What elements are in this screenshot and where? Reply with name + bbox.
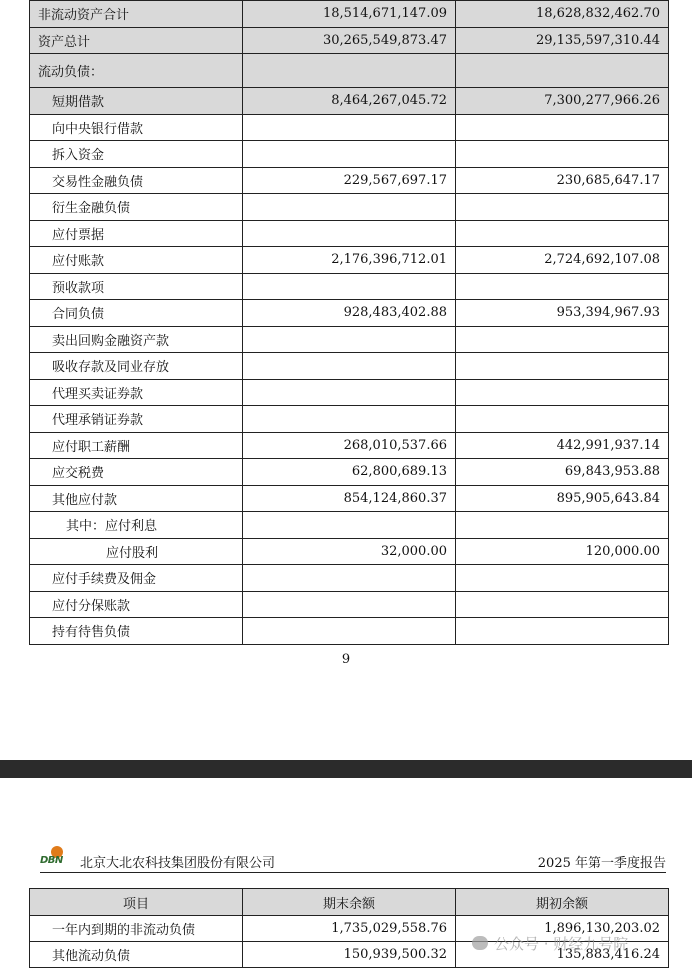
table-row — [30, 194, 669, 221]
end-balance-cell — [243, 114, 456, 141]
begin-balance-cell — [456, 114, 669, 141]
table-row — [30, 167, 669, 194]
column-header: 项目 — [30, 889, 243, 916]
end-balance-cell: 150,939,500.32 — [243, 942, 456, 968]
end-balance-cell — [243, 194, 456, 221]
row-label: 向中央银行借款 — [30, 114, 243, 141]
table-row — [30, 326, 669, 353]
table-row — [30, 406, 669, 433]
begin-balance-cell — [456, 273, 669, 300]
table-row — [30, 114, 669, 141]
column-header: 期初余额 — [456, 889, 669, 916]
table-row — [30, 247, 669, 274]
table-row — [30, 485, 669, 512]
begin-balance-cell: 69,843,953.88 — [456, 459, 669, 486]
end-balance-cell: 62,800,689.13 — [243, 459, 456, 486]
begin-balance-cell: 1,896,130,203.02 — [456, 916, 669, 942]
begin-balance-cell: 230,685,647.17 — [456, 167, 669, 194]
watermark-text: 公众号 · 财经九号院 — [494, 935, 629, 953]
table-row — [30, 141, 669, 168]
table-row — [30, 379, 669, 406]
report-title: 2025 年第一季度报告 — [537, 856, 666, 871]
row-label: 代理承销证券款 — [30, 406, 243, 433]
end-balance-cell — [243, 565, 456, 592]
end-balance-cell: 30,265,549,873.47 — [243, 27, 456, 54]
begin-balance-cell: 953,394,967.93 — [456, 300, 669, 327]
row-label: 应付分保账款 — [30, 591, 243, 618]
row-label: 流动负债： — [30, 54, 243, 88]
table-row — [30, 353, 669, 380]
begin-balance-cell — [456, 406, 669, 433]
begin-balance-cell — [456, 565, 669, 592]
end-balance-cell: 2,176,396,712.01 — [243, 247, 456, 274]
logo-mark: DBN — [40, 855, 63, 866]
end-balance-cell — [243, 141, 456, 168]
begin-balance-cell: 29,135,597,310.44 — [456, 27, 669, 54]
end-balance-cell — [243, 353, 456, 380]
begin-balance-cell: 2,724,692,107.08 — [456, 247, 669, 274]
table-row — [30, 220, 669, 247]
begin-balance-cell — [456, 618, 669, 645]
begin-balance-cell — [456, 141, 669, 168]
column-header: 期末余额 — [243, 889, 456, 916]
table-row — [30, 273, 669, 300]
watermark — [472, 930, 682, 958]
end-balance-cell: 1,735,029,558.76 — [243, 916, 456, 942]
table-row — [30, 432, 669, 459]
end-balance-cell — [243, 273, 456, 300]
begin-balance-cell — [456, 591, 669, 618]
end-balance-cell: 8,464,267,045.72 — [243, 88, 456, 115]
row-label: 应付股利 — [30, 538, 243, 565]
table-row — [30, 27, 669, 54]
table-header-row — [30, 889, 669, 916]
end-balance-cell — [243, 326, 456, 353]
table-row — [30, 459, 669, 486]
end-balance-cell — [243, 618, 456, 645]
row-label: 预收款项 — [30, 273, 243, 300]
table-row — [30, 591, 669, 618]
table-row — [30, 538, 669, 565]
begin-balance-cell — [456, 326, 669, 353]
row-label: 应付票据 — [30, 220, 243, 247]
page-separator — [0, 760, 692, 778]
begin-balance-cell — [456, 353, 669, 380]
row-label: 拆入资金 — [30, 141, 243, 168]
begin-balance-cell: 120,000.00 — [456, 538, 669, 565]
begin-balance-cell — [456, 379, 669, 406]
row-label: 一年内到期的非流动负债 — [30, 916, 243, 942]
row-label: 其他应付款 — [30, 485, 243, 512]
end-balance-cell: 32,000.00 — [243, 538, 456, 565]
begin-balance-cell: 18,628,832,462.70 — [456, 1, 669, 28]
end-balance-cell — [243, 379, 456, 406]
end-balance-cell — [243, 512, 456, 539]
table-row — [30, 565, 669, 592]
end-balance-cell: 18,514,671,147.09 — [243, 1, 456, 28]
row-label: 短期借款 — [30, 88, 243, 115]
begin-balance-cell: 135,883,416.24 — [456, 942, 669, 968]
row-label: 资产总计 — [30, 27, 243, 54]
report-header — [40, 844, 666, 873]
wechat-icon — [472, 936, 488, 950]
end-balance-cell — [243, 591, 456, 618]
end-balance-cell: 928,483,402.88 — [243, 300, 456, 327]
table-row — [30, 1, 669, 28]
end-balance-cell: 268,010,537.66 — [243, 432, 456, 459]
row-label: 应交税费 — [30, 459, 243, 486]
table-row — [30, 300, 669, 327]
end-balance-cell — [243, 54, 456, 88]
begin-balance-cell — [456, 54, 669, 88]
row-label: 应付手续费及佣金 — [30, 565, 243, 592]
row-label: 其中：应付利息 — [30, 512, 243, 539]
table-row — [30, 54, 669, 88]
begin-balance-cell — [456, 512, 669, 539]
company-logo — [40, 846, 80, 870]
begin-balance-cell — [456, 194, 669, 221]
end-balance-cell — [243, 406, 456, 433]
begin-balance-cell: 895,905,643.84 — [456, 485, 669, 512]
row-label: 非流动资产合计 — [30, 1, 243, 28]
row-label: 交易性金融负债 — [30, 167, 243, 194]
table-row — [30, 618, 669, 645]
row-label: 代理买卖证券款 — [30, 379, 243, 406]
begin-balance-cell: 442,991,937.14 — [456, 432, 669, 459]
begin-balance-cell: 7,300,277,966.26 — [456, 88, 669, 115]
balance-sheet-table-top — [29, 0, 669, 645]
end-balance-cell: 854,124,860.37 — [243, 485, 456, 512]
end-balance-cell — [243, 220, 456, 247]
table-row — [30, 88, 669, 115]
table-row — [30, 512, 669, 539]
row-label: 合同负债 — [30, 300, 243, 327]
row-label: 应付账款 — [30, 247, 243, 274]
company-name: 北京大北农科技集团股份有限公司 — [80, 856, 276, 871]
end-balance-cell: 229,567,697.17 — [243, 167, 456, 194]
begin-balance-cell — [456, 220, 669, 247]
page-number: 9 — [341, 652, 351, 667]
row-label: 衍生金融负债 — [30, 194, 243, 221]
row-label: 持有待售负债 — [30, 618, 243, 645]
row-label: 其他流动负债 — [30, 942, 243, 968]
row-label: 应付职工薪酬 — [30, 432, 243, 459]
row-label: 卖出回购金融资产款 — [30, 326, 243, 353]
row-label: 吸收存款及同业存放 — [30, 353, 243, 380]
